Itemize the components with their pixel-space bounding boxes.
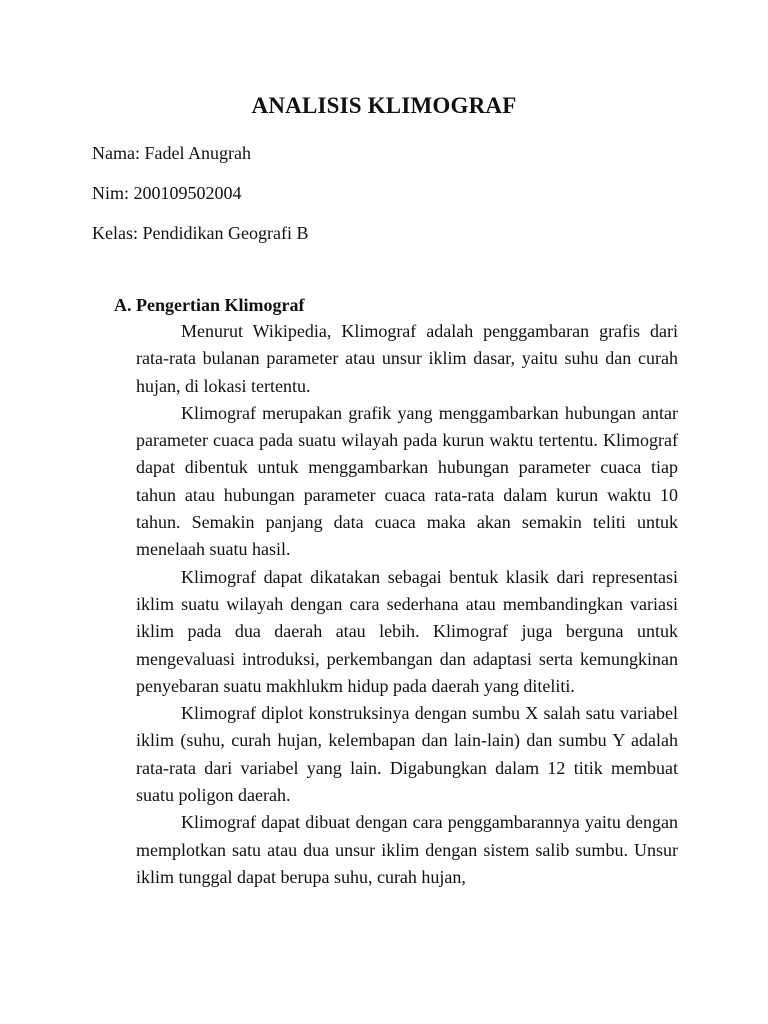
paragraph-method: Klimograf dapat dibuat dengan cara penggambarannya yaitu dengan memplotkan satu atau dua unsur iklim dengan sistem salib sumbu. Unsur iklim tunggal dapat berupa suhu, curah hujan,	[136, 812, 678, 887]
document-title: ANALISIS KLIMOGRAF	[251, 93, 517, 118]
section-body	[136, 318, 678, 891]
paragraph-classic-form: Klimograf dapat dikatakan sebagai bentuk klasik dari representasi iklim suatu wilayah dengan cara sederhana atau membandingkan variasi iklim pada dua daerah atau lebih. Klimograf juga berguna untuk mengevaluasi introduksi, perkembangan dan adaptasi serta kemungkinan penyebaran suatu makhlukm hidup pada daerah yang diteliti.	[136, 566, 678, 696]
section-number: A.	[114, 295, 132, 315]
student-name: Nama: Fadel Anugrah	[92, 143, 251, 163]
section-heading	[114, 292, 304, 318]
student-class: Kelas: Pendidikan Geografi B	[92, 223, 309, 243]
student-nim: Nim: 200109502004	[92, 183, 242, 203]
paragraph-definition: Menurut Wikipedia, Klimograf adalah penggambaran grafis dari rata-rata bulanan parameter atau unsur iklim dasar, yaitu suhu dan curah hujan, di lokasi tertentu.	[136, 321, 678, 396]
section-title: Pengertian Klimograf	[136, 295, 305, 315]
paragraph-plot-construction: Klimograf diplot konstruksinya dengan sumbu X salah satu variabel iklim (suhu, curah hujan, kelembapan dan lain-lain) dan sumbu Y adalah rata-rata dari variabel yang lain. Digabungkan dalam 12 titik membuat suatu poligon daerah.	[136, 703, 678, 806]
paragraph-relationship: Klimograf merupakan grafik yang menggambarkan hubungan antar parameter cuaca pada suatu wilayah pada kurun waktu tertentu. Klimograf dapat dibentuk untuk menggambarkan hubungan parameter cuaca tiap tahun atau hubungan parameter cuaca rata-rata dalam kurun waktu 10 tahun. Semakin panjang data cuaca maka akan semakin teliti untuk menelaah suatu hasil.	[136, 402, 678, 560]
